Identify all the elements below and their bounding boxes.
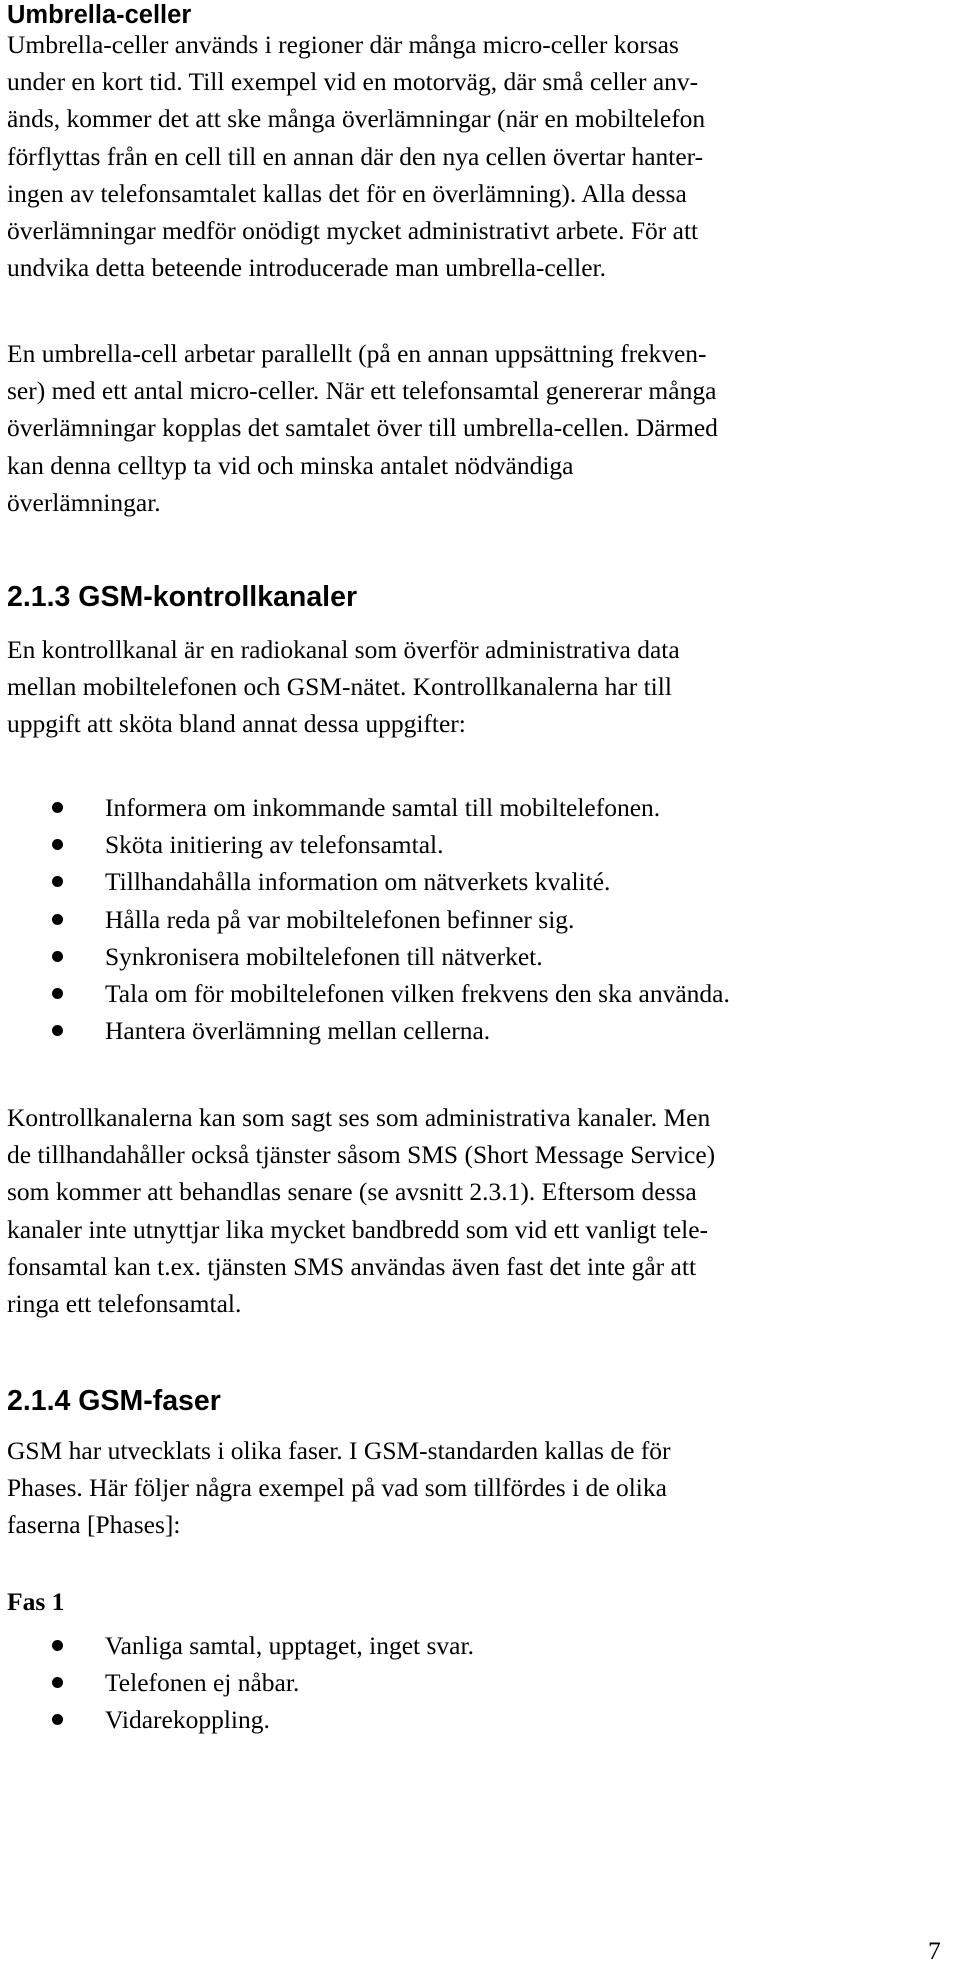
umbrella-paragraph-2 — [7, 335, 955, 521]
list-item — [7, 901, 955, 938]
control-channel-tasks-list — [7, 789, 955, 1049]
bullet-icon — [52, 1640, 63, 1651]
text-line: ser) med ett antal micro-celler. När ett telefonsamtal genererar många — [7, 376, 717, 406]
text-line: som kommer att behandlas senare (se avsnitt 2.3.1). Eftersom dessa — [7, 1177, 697, 1207]
bullet-icon — [52, 914, 63, 925]
bullet-icon — [52, 951, 63, 962]
list-item — [7, 863, 955, 900]
list-item — [7, 1701, 955, 1738]
list-item-text: Sköta initiering av telefonsamtal. — [105, 830, 444, 860]
text-line: Phases. Här följer några exempel på vad som tillfördes i de olika — [7, 1473, 667, 1503]
list-item-text: Synkronisera mobiltelefonen till nätverket. — [105, 941, 543, 971]
section-2-1-4-intro — [7, 1432, 955, 1544]
bullet-icon — [52, 1714, 63, 1725]
text-line: kan denna celltyp ta vid och minska antalet nödvändiga — [7, 450, 574, 480]
text-line: överlämningar kopplas det samtalet över till umbrella-cellen. Därmed — [7, 413, 718, 443]
list-item-text: Tillhandahålla information om nätverkets kvalité. — [105, 867, 611, 897]
bullet-icon — [52, 1025, 63, 1036]
list-item-text: Telefonen ej nåbar. — [105, 1668, 300, 1698]
section-2-1-3-outro — [7, 1099, 955, 1322]
bullet-icon — [52, 802, 63, 813]
text-line: ringa ett telefonsamtal. — [7, 1289, 242, 1319]
text-line: faserna [Phases]: — [7, 1510, 181, 1540]
section-2-1-3-intro — [7, 631, 955, 743]
text-line: änds, kommer det att ske många överlämningar (när en mobiltelefon — [7, 104, 706, 134]
list-item-text: Informera om inkommande samtal till mobiltelefonen. — [105, 793, 661, 822]
bullet-icon — [52, 988, 63, 999]
bullet-icon — [52, 839, 63, 850]
list-item-text: Tala om för mobiltelefonen vilken frekvens den ska använda. — [105, 979, 730, 1009]
list-item — [7, 975, 955, 1012]
list-item-text: Hålla reda på var mobiltelefonen befinner sig. — [105, 904, 575, 934]
text-line: fonsamtal kan t.ex. tjänsten SMS användas även fast det inte går att — [7, 1251, 697, 1281]
list-item — [7, 1012, 955, 1049]
list-item-text: Vidarekoppling. — [105, 1705, 270, 1735]
phase-1-heading: Fas 1 — [7, 1587, 65, 1616]
text-line: Kontrollkanalerna kan som sagt ses som administrativa kanaler. Men — [7, 1103, 711, 1132]
list-item — [7, 1627, 955, 1664]
list-item — [7, 789, 955, 826]
list-item-text: Hantera överlämning mellan cellerna. — [105, 1016, 491, 1046]
bullet-icon — [52, 1677, 63, 1688]
page-number: 7 — [928, 1936, 941, 1965]
text-line: de tillhandahåller också tjänster såsom SMS (Short Message Service) — [7, 1140, 716, 1170]
text-line: uppgift att sköta bland annat dessa uppgifter: — [7, 709, 466, 739]
text-line: En umbrella-cell arbetar parallellt (på en annan uppsättning frekven- — [7, 339, 707, 368]
text-line: under en kort tid. Till exempel vid en motorväg, där små celler anv- — [7, 67, 699, 97]
section-heading-2-1-4: 2.1.4 GSM-faser — [7, 1385, 221, 1417]
text-line: GSM har utvecklats i olika faser. I GSM-standarden kallas de för — [7, 1436, 671, 1465]
list-item — [7, 938, 955, 975]
umbrella-paragraph-1 — [7, 26, 955, 286]
list-item-text: Vanliga samtal, upptaget, inget svar. — [105, 1631, 474, 1660]
text-line: En kontrollkanal är en radiokanal som överför administrativa data — [7, 635, 680, 664]
text-line: överlämningar. — [7, 487, 161, 517]
list-item — [7, 826, 955, 863]
text-line: överlämningar medför onödigt mycket administrativt arbete. För att — [7, 216, 699, 246]
text-line: undvika detta beteende introducerade man umbrella-celler. — [7, 253, 606, 283]
bullet-icon — [52, 876, 63, 887]
text-line: kanaler inte utnyttjar lika mycket bandbredd som vid ett vanligt tele- — [7, 1214, 709, 1244]
text-line: ingen av telefonsamtalet kallas det för en överlämning). Alla dessa — [7, 178, 687, 208]
section-heading-2-1-3: 2.1.3 GSM-kontrollkanaler — [7, 581, 358, 613]
umbrella-heading: Umbrella-celler — [7, 1, 192, 29]
text-line: mellan mobiltelefonen och GSM-nätet. Kontrollkanalerna har till — [7, 672, 672, 702]
list-item — [7, 1664, 955, 1701]
text-line: Umbrella-celler används i regioner där många micro-celler korsas — [7, 30, 679, 59]
text-line: förflyttas från en cell till en annan där den nya cellen övertar hanter- — [7, 141, 704, 171]
phase-1-list — [7, 1627, 955, 1739]
